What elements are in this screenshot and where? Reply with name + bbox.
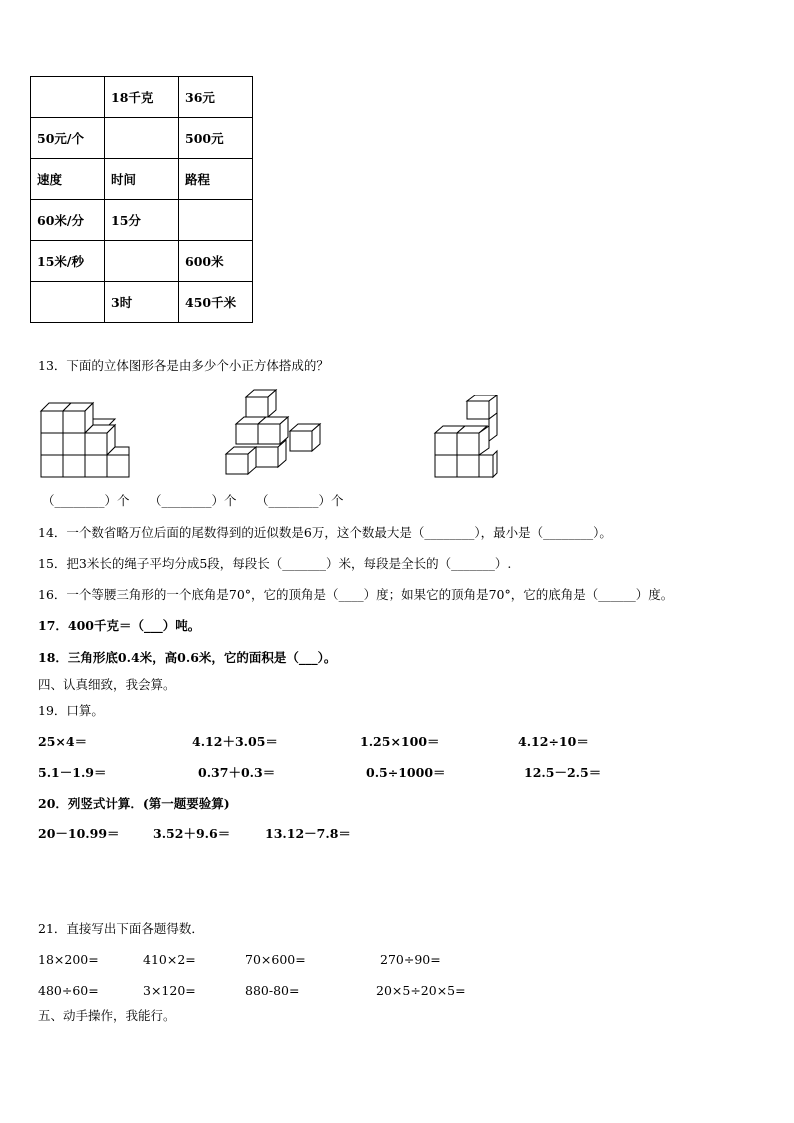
table-cell: 36元: [179, 77, 253, 118]
table-cell: [105, 241, 179, 282]
calc-item: 12.5－2.5＝: [524, 765, 602, 780]
table-cell: 15分: [105, 200, 179, 241]
question-14: 14．一个数省略万位后面的尾数得到的近似数是6万，这个数最大是（________），最小是（________）。: [38, 525, 612, 540]
calc-item: 20－10.99＝: [38, 826, 120, 841]
calc-item: 880-80=: [245, 983, 300, 998]
calc-item: 1.25×100＝: [360, 734, 440, 749]
question-13: 13．下面的立体图形各是由多少个小正方体搭成的？: [38, 358, 329, 373]
answer-blank-3[interactable]: （________）个: [256, 493, 344, 508]
table-cell: 450千米: [179, 282, 253, 323]
table-cell: 600米: [179, 241, 253, 282]
question-20-title: 20．列竖式计算．(第一题要验算): [38, 796, 230, 811]
table-cell: 时间: [105, 159, 179, 200]
table-row: [31, 118, 253, 159]
table-cell: 500元: [179, 118, 253, 159]
table-cell: [31, 77, 105, 118]
table-cell: 18千克: [105, 77, 179, 118]
calc-item: 0.37＋0.3＝: [198, 765, 276, 780]
calc-item: 0.5÷1000＝: [366, 765, 446, 780]
question-19-title: 19．口算。: [38, 703, 104, 718]
table-cell: [105, 118, 179, 159]
section-5-heading: 五、动手操作，我能行。: [38, 1008, 176, 1023]
calc-item: 4.12＋3.05＝: [192, 734, 278, 749]
calc-item: 20×5÷20×5=: [376, 983, 466, 998]
calc-item: 70×600=: [245, 952, 306, 967]
table-cell: 路程: [179, 159, 253, 200]
calc-item: 4.12÷10＝: [518, 734, 589, 749]
calc-item: 5.1－1.9＝: [38, 765, 107, 780]
question-21-title: 21．直接写出下面各题得数．: [38, 921, 204, 936]
table-cell: 50元/个: [31, 118, 105, 159]
question-18: 18．三角形底0.4米，高0.6米，它的面积是（___）。: [38, 650, 337, 665]
cube-figure-1: [38, 393, 130, 479]
calc-item: 270÷90=: [380, 952, 441, 967]
answer-blank-2[interactable]: （________）个: [149, 493, 237, 508]
cube-figure-3: [433, 395, 499, 479]
calc-item: 3.52＋9.6＝: [153, 826, 231, 841]
data-table: [30, 76, 253, 323]
question-16: 16．一个等腰三角形的一个底角是70°，它的顶角是（____）度；如果它的顶角是70°，它的底角是（______）度。: [38, 587, 674, 602]
calc-item: 25×4＝: [38, 734, 88, 749]
cube-figure-2: [224, 389, 324, 479]
table-cell: [31, 282, 105, 323]
calc-item: 410×2=: [143, 952, 196, 967]
calc-item: 13.12－7.8＝: [265, 826, 351, 841]
calc-item: 480÷60=: [38, 983, 99, 998]
calc-item: 3×120=: [143, 983, 196, 998]
table-cell: 速度: [31, 159, 105, 200]
table-row: [31, 241, 253, 282]
table-row: [31, 282, 253, 323]
table-cell: 3时: [105, 282, 179, 323]
table-cell: 60米/分: [31, 200, 105, 241]
section-4-heading: 四、认真细致，我会算。: [38, 677, 176, 692]
table-row: [31, 159, 253, 200]
table-row: [31, 200, 253, 241]
question-17: 17．400千克＝（___）吨。: [38, 618, 201, 633]
table-cell: 15米/秒: [31, 241, 105, 282]
table-cell: [179, 200, 253, 241]
answer-blank-1[interactable]: （________）个: [42, 493, 130, 508]
calc-item: 18×200=: [38, 952, 99, 967]
question-15: 15．把3米长的绳子平均分成5段，每段长（_______）米，每段是全长的（_______）.: [38, 556, 512, 571]
table-row: [31, 77, 253, 118]
